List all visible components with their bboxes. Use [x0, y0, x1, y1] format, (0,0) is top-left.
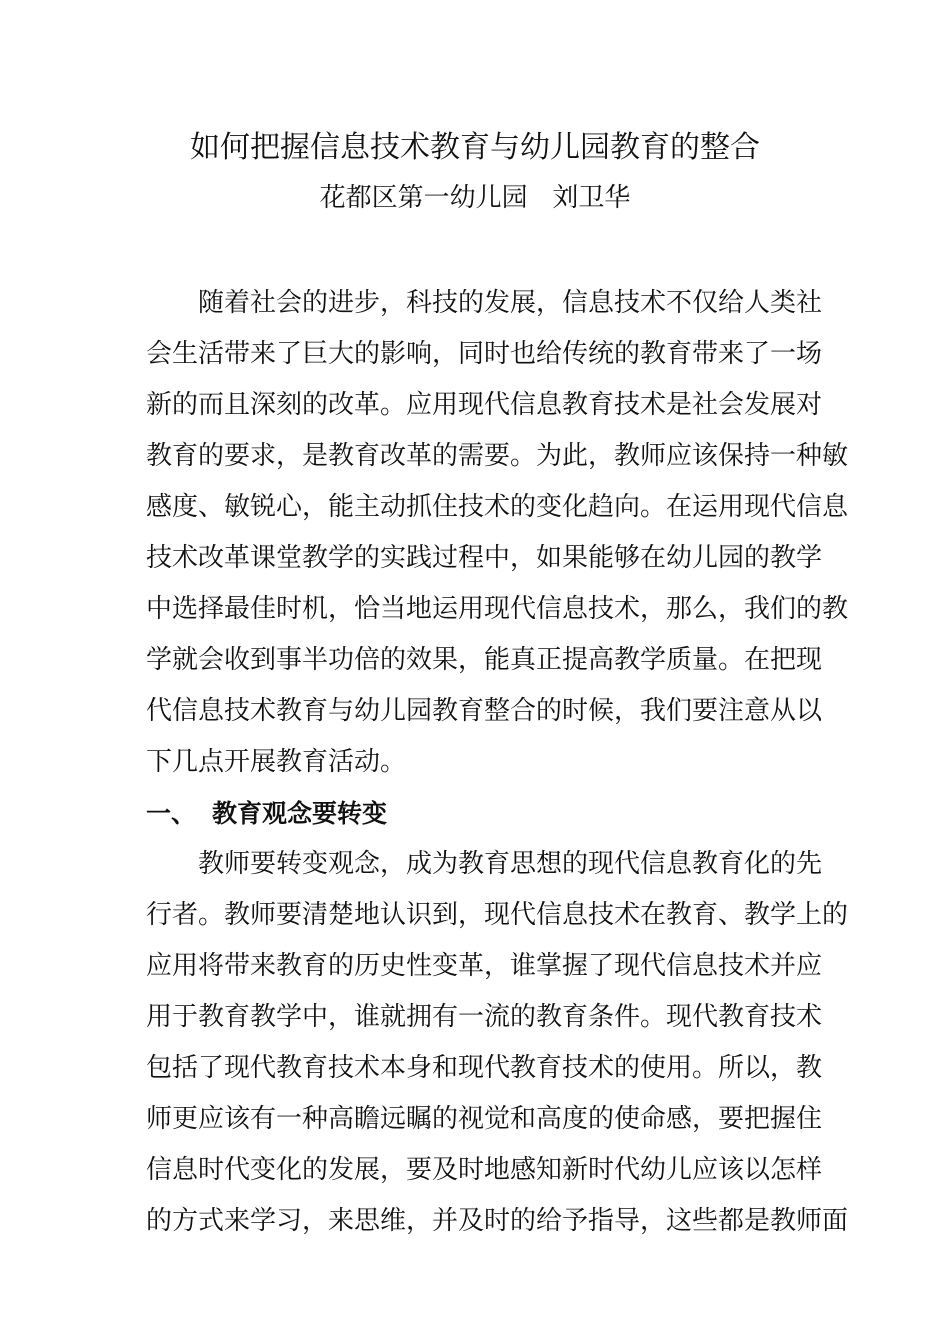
document-author: 花都区第一幼儿园 刘卫华 — [319, 183, 631, 213]
section-heading — [146, 788, 806, 839]
paragraph-line: 行者。教师要清楚地认识到，现代信息技术在教育、教学上的 — [146, 900, 849, 930]
paragraph-2 — [146, 839, 849, 1247]
section-heading-text: 教育观念要转变 — [212, 799, 388, 828]
paragraph-line: 新的而且深刻的改革。应用现代信息教育技术是社会发展对 — [146, 390, 823, 420]
paragraph-line: 教师要转变观念，成为教育思想的现代信息教育化的先 — [198, 849, 823, 879]
paragraph-1 — [146, 278, 849, 788]
paragraph-line: 信息时代变化的发展，要及时地感知新时代幼儿应该以怎样 — [146, 1155, 823, 1185]
paragraph-line: 会生活带来了巨大的影响，同时也给传统的教育带来了一场 — [146, 339, 823, 369]
paragraph-line: 教育的要求，是教育改革的需要。为此，教师应该保持一种敏 — [146, 441, 849, 471]
document-title: 如何把握信息技术教育与幼儿园教育的整合 — [190, 130, 760, 165]
paragraph-line: 的方式来学习，来思维，并及时的给予指导，这些都是教师面 — [146, 1206, 849, 1236]
paragraph-line: 应用将带来教育的历史性变革，谁掌握了现代信息技术并应 — [146, 951, 823, 981]
paragraph-line: 代信息技术教育与幼儿园教育整合的时候，我们要注意从以 — [146, 696, 823, 726]
paragraph-line: 随着社会的进步，科技的发展，信息技术不仅给人类社 — [198, 288, 823, 318]
paragraph-line: 包括了现代教育技术本身和现代教育技术的使用。所以，教 — [146, 1053, 823, 1083]
paragraph-line: 师更应该有一种高瞻远瞩的视觉和高度的使命感，要把握住 — [146, 1104, 823, 1134]
paragraph-line: 学就会收到事半功倍的效果，能真正提高教学质量。在把现 — [146, 645, 823, 675]
section-number: 一、 — [146, 799, 197, 828]
paragraph-line: 下几点开展教育活动。 — [146, 747, 407, 777]
paragraph-line: 感度、敏锐心，能主动抓住技术的变化趋向。在运用现代信息 — [146, 492, 849, 522]
paragraph-line: 技术改革课堂教学的实践过程中，如果能够在幼儿园的教学 — [146, 543, 823, 573]
paragraph-line: 用于教育教学中，谁就拥有一流的教育条件。现代教育技术 — [146, 1002, 823, 1032]
paragraph-line: 中选择最佳时机，恰当地运用现代信息技术，那么，我们的教 — [146, 594, 849, 624]
document-body — [146, 278, 849, 1247]
